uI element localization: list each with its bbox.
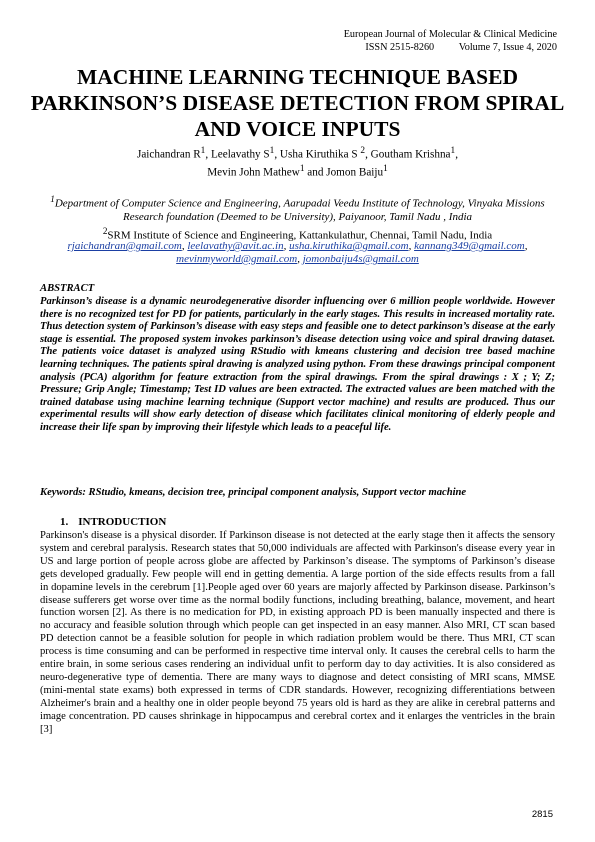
- affiliation-sup: 2: [102, 226, 108, 236]
- author-affil-sup: 1: [200, 146, 206, 156]
- author-affil-sup: 2: [360, 146, 366, 156]
- author-name: Jaichandran R: [136, 148, 201, 161]
- journal-header: [344, 29, 557, 54]
- author-name: Leelavathy S: [210, 148, 270, 161]
- email-link[interactable]: leelavathy@avit.ac.in: [187, 240, 284, 252]
- author-affil-sup: 1: [269, 146, 275, 156]
- paper-title: MACHINE LEARNING TECHNIQUE BASED PARKINSON’S DISEASE DETECTION FROM SPIRAL AND VOICE INPUTS: [30, 65, 565, 141]
- affiliation-sup: 1: [50, 194, 55, 204]
- journal-volume: Volume 7, Issue 4, 2020: [458, 41, 557, 53]
- journal-issn-row: [344, 42, 557, 55]
- page-number: 2815: [531, 809, 553, 820]
- author-separator: ,: [455, 148, 458, 161]
- section-number: 1.: [60, 516, 69, 528]
- affiliation-text: Department of Computer Science and Engineering, Aarupadai Veedu Institute of Technology, Vinyaka Missions Research foundation (Deemed to be University), Paiyanoor, Tamil Nadu , India: [54, 197, 545, 223]
- abstract-heading: ABSTRACT: [40, 283, 95, 294]
- affiliation-text: SRM Institute of Science and Engineering, Kattankulathur, Chennai, Tamil Nadu, India: [107, 229, 493, 242]
- author-name: Usha Kiruthika S: [279, 148, 358, 161]
- author-name: Jomon Baiju: [326, 166, 384, 179]
- journal-name: European Journal of Molecular & Clinical Medicine: [343, 29, 557, 40]
- email-link[interactable]: mevinmyworld@gmail.com: [176, 253, 298, 265]
- section-heading: [60, 516, 166, 528]
- author-affil-sup: 1: [299, 163, 305, 174]
- author-separator: ,: [274, 148, 280, 161]
- author-separator: ,: [365, 148, 371, 161]
- author-affil-sup: 1: [383, 163, 388, 174]
- email-link[interactable]: jomonbaiju4s@gmail.com: [302, 253, 419, 265]
- keywords: Keywords: RStudio, kmeans, decision tree, principal component analysis, Support vector machine: [40, 487, 467, 498]
- email-link[interactable]: kannang349@gmail.com: [414, 240, 525, 252]
- author-affil-sup: 1: [450, 146, 456, 156]
- affiliation-1: [38, 193, 557, 224]
- journal-issn: ISSN 2515-8260: [365, 41, 435, 53]
- author-separator: ,: [205, 148, 211, 161]
- section-title: INTRODUCTION: [78, 516, 167, 528]
- email-list: rjaichandran@gmail.com, leelavathy@avit.ac.in, usha.kiruthika@gmail.com, kannang349@gmail.com, mevinmyworld@gmail.com, jomonbaiju4s@gmail.com: [67, 240, 528, 265]
- author-name: Goutham Krishna: [370, 148, 451, 161]
- abstract-text: Parkinson’s disease is a dynamic neurodegenerative disorder influencing over 6 million people worldwide. However there is no recognized test for PD for patients, particularly in the early stages. This results in increased mortality rate. Thus detection system of Parkinson’s disease with easy steps and feasible one to detect parkinson’s disease at the early stage is essential. The proposed system invokes parkinson’s disease detection using voice and spiral drawing dataset. The patients voice dataset is analyzed using RStudio with kmeans clustering and decision tree based machine learning techniques. The patients spiral drawing is analyzed using python. From these drawings principal component analysis (PCA) algorithm for feature extraction from the spiral drawings. From the spiral drawings : X ; Y; Z; Pressure; Grip Angle; Timestamp; Test ID values are been extracted. The extracted values are been matched with the trained database using machine learning technique (Support vector machine) and results are produced. Thus our experimental results will show early detection of disease which facilitates clinical monitoring of elderly people and increase their life span by improving their lifestyle which leads to a peaceful life.: [40, 296, 555, 433]
- author-name: Mevin John Mathew: [207, 166, 300, 179]
- email-link[interactable]: usha.kiruthika@gmail.com: [289, 240, 409, 252]
- author-list: [40, 144, 555, 179]
- email-link[interactable]: rjaichandran@gmail.com: [67, 240, 182, 252]
- author-separator: and: [304, 166, 327, 179]
- introduction-text: Parkinson's disease is a physical disorder. If Parkinson disease is not detected at the early stage then it affects the sensory system and cerebral paralysis. Research states that 50,000 individuals are affected with Parkinson's disease every year in US and large portion of people across globe are affected by Parkinson’s disease. The symptoms of Parkinson’s disease gets developed gradually. Few people will end in getting dementia. A large portion of the side effects results from a fall in dopamine levels in the cerebrum [1].People aged over 60 years are majorly affected by Parkinson disease. Parkinson’s disease sufferers get worse over time as the normal bodily functions, including breathing, balance, movement, and heart function worsen [2]. As there is no medication for PD, in existing approach PD is been manually inspected and there is no accuracy and feasible solution through which people can get inspected in an easy manner. Also MRI, CT scan based PD detection cannot be a feasible solution for people in which radiation problem would be there. Thus MRI, CT scan process is time consuming and can be performed in respective time interval only. It causes the cerebral cells to harm the entire brain, in some serious cases rendering an individual unfit to perform day to day activities. It is also considered as neuro-degenerative type of dementia. There are many ways to diagnose and detect consisting of MRI scans, MMSE (mini-mental state exams) both expressed in terms of CDR standards. However, recognizing differentiations between Alzheimer's brain and a healthy one in older people beyond 75 years old is hard as they are alike in cerebral patterns and image concentration. PD causes shrinkage in hippocampus and cerebral cortex and it enlarges the ventricles in the brain [3]: [40, 530, 555, 735]
